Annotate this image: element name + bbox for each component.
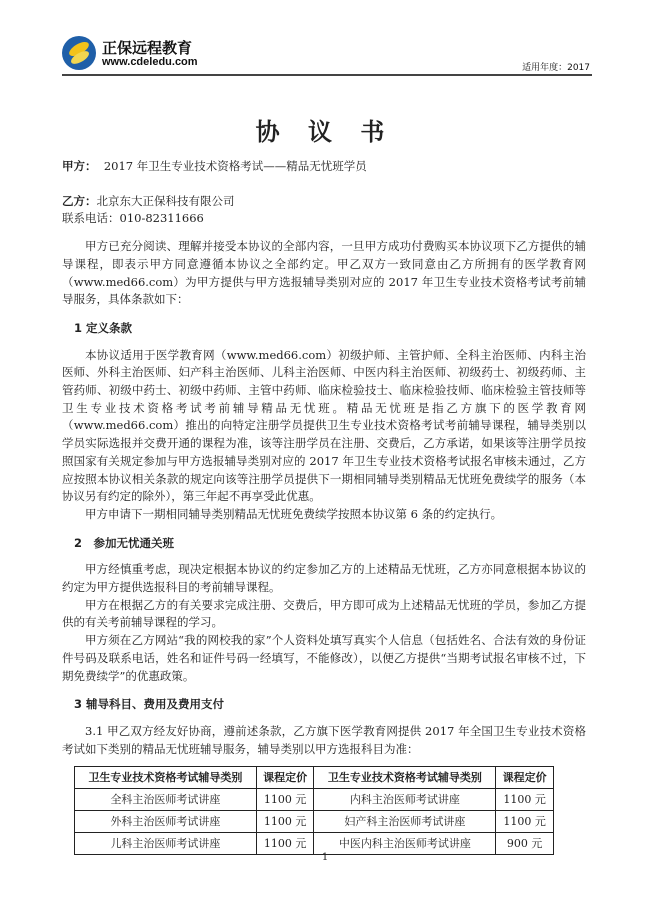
table-row <box>75 789 554 811</box>
table-cell: 儿科主治医师考试讲座 <box>75 833 257 855</box>
page-header <box>62 36 592 76</box>
table-cell: 全科主治医师考试讲座 <box>75 789 257 811</box>
document-body <box>62 158 586 855</box>
table-cell: 内科主治医师考试讲座 <box>314 789 496 811</box>
table-cell: 1100 元 <box>496 811 554 833</box>
table-cell: 1100 元 <box>256 833 314 855</box>
intro-paragraph: 甲方已充分阅读、理解并接受本协议的全部内容，一旦甲方成功付费购买本协议项下乙方提供的辅导课程，即表示甲方同意遵循本协议之全部约定。甲乙双方一致同意由乙方所拥有的医学教育网（www.med66.com）为甲方提供与甲方选报辅导类别对应的 2017 年卫生专业技术资格考试考前辅导服务，具体条款如下： <box>62 239 586 307</box>
table-cell: 外科主治医师考试讲座 <box>75 811 257 833</box>
table-cell: 妇产科主治医师考试讲座 <box>314 811 496 833</box>
contact-phone: 联系电话：010-82311666 <box>62 211 204 226</box>
table-header-row <box>75 767 554 789</box>
section-1-paragraph: 本协议适用于医学教育网（www.med66.com）初级护师、主管护师、全科主治医师、内科主治医师、外科主治医师、妇产科主治医师、儿科主治医师、中医内科主治医师、初级药士、初级药师、主管药师、初级中药士、初级中药师、主管中药师、临床检验技士、临床检验技师、临床检验主管技师等卫生专业技术资格考试考前辅导精品无忧班。精品无忧班是指乙方旗下的医学教育网（www.med66.com）推出的向特定注册学员提供卫生专业技术资格考试考前辅导课程，辅导类别以学员实际选报并交费开通的课程为准，该等注册学员在注册、交费后，乙方承诺，如果该等注册学员按照国家有关规定参加与甲方选报辅导类别对应的 2017 年卫生专业技术资格考试报名审核未通过，乙方应按照本协议相关条款的规定向该等注册学员提供下一期相同辅导类别精品无忧班免费续学的服务（本协议另有约定的除外），第三年起不再享受此优惠。 <box>62 347 586 504</box>
table-row <box>75 811 554 833</box>
party-b-value: 北京东大正保科技有限公司 <box>96 193 235 208</box>
section-2-paragraph: 甲方经慎重考虑，现决定根据本协议的约定参加乙方的上述精品无忧班，乙方亦同意根据本协议的约定为甲方提供选报科目的考前辅导课程。 <box>62 562 586 595</box>
company-logo <box>62 36 96 70</box>
table-cell: 1100 元 <box>256 811 314 833</box>
brand-url: www.cdeledu.com <box>102 56 198 68</box>
section-2-paragraph: 甲方须在乙方网站“我的网校我的家”个人资料处填写真实个人信息（包括姓名、合法有效的身份证件号码及联系电话，姓名和证件号码一经填写，不能修改），以便乙方提供“当期考试报名审核不过，下期免费续学”的优惠政策。 <box>62 633 586 683</box>
section-1-heading: 1 定义条款 <box>74 320 133 335</box>
party-a-label: 甲方： <box>62 159 97 173</box>
section-2-paragraph: 甲方在根据乙方的有关要求完成注册、交费后，甲方即可成为上述精品无忧班的学员，参加乙方提供的有关考前辅导课程的学习。 <box>62 597 586 630</box>
pricing-table <box>74 766 554 855</box>
party-a <box>62 158 586 176</box>
brand-name: 正保远程教育 <box>102 39 193 57</box>
party-a-value: 2017 年卫生专业技术资格考试——精品无忧班学员 <box>103 159 367 173</box>
section-3-paragraph: 3.1 甲乙双方经友好协商，遵前述条款，乙方旗下医学教育网提供 2017 年全国卫生专业技术资格考试如下类别的精品无忧班辅导服务，辅导类别以甲方选报科目为准： <box>62 723 586 756</box>
table-cell: 1100 元 <box>496 789 554 811</box>
section-2-heading: 2 参加无忧通关班 <box>74 535 175 550</box>
party-b-label: 乙方： <box>62 193 97 208</box>
section-1-paragraph: 甲方申请下一期相同辅导类别精品无忧班免费续学按照本协议第 6 条的约定执行。 <box>85 506 503 521</box>
page-number: 1 <box>321 852 329 863</box>
table-cell: 中医内科主治医师考试讲座 <box>314 833 496 855</box>
party-b <box>62 193 586 211</box>
column-header: 课程定价 <box>256 767 314 789</box>
document-title: 协 议 书 <box>255 117 395 146</box>
table-cell: 1100 元 <box>256 789 314 811</box>
column-header: 卫生专业技术资格考试辅导类别 <box>75 767 257 789</box>
applicable-year: 适用年度：2017 <box>522 63 590 73</box>
table-cell: 900 元 <box>496 833 554 855</box>
column-header: 卫生专业技术资格考试辅导类别 <box>314 767 496 789</box>
section-3-heading: 3 辅导科目、费用及费用支付 <box>74 697 225 712</box>
column-header: 课程定价 <box>496 767 554 789</box>
